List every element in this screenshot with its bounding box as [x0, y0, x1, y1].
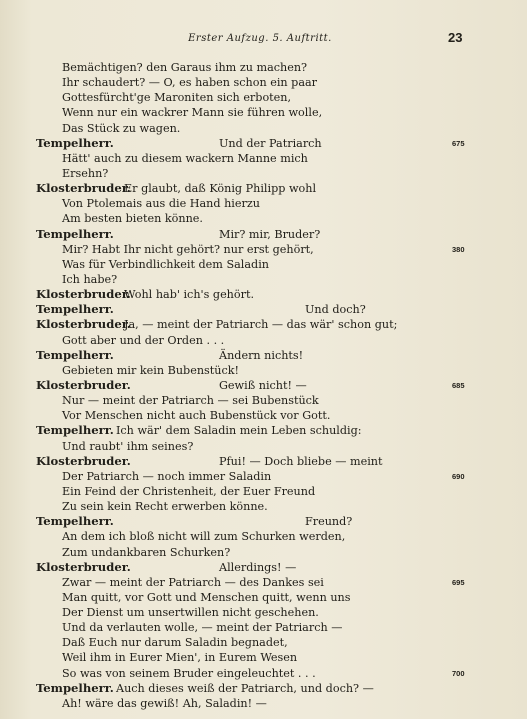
verse-text: [36, 60, 476, 711]
verse-text-span: Ihr schaudert? — O, es haben schon ein paar: [62, 76, 318, 90]
verse-line: [36, 484, 476, 499]
verse-line: [36, 333, 476, 348]
verse-text-span: Und doch?: [305, 303, 366, 317]
verse-line: [36, 121, 476, 136]
line-number: 700: [452, 668, 465, 678]
verse-line: [36, 545, 476, 560]
verse-line: [36, 136, 476, 151]
verse-line: [36, 469, 476, 484]
verse-line: [36, 560, 476, 575]
page-header: [0, 30, 527, 50]
verse-line: [36, 378, 476, 393]
verse-line: [36, 272, 476, 287]
verse-line: [36, 666, 476, 681]
verse-line: [36, 408, 476, 423]
verse-text-span: Am besten bieten könne.: [62, 212, 203, 226]
verse-line: [36, 151, 476, 166]
verse-line: [36, 166, 476, 181]
verse-text-span: Ja, — meint der Patriarch — das wär' schon gut;: [124, 318, 398, 332]
line-number: 690: [452, 471, 465, 481]
verse-text-span: Pfui! — Doch bliebe — meint: [219, 454, 383, 468]
speaker-name: Klosterbruder.: [36, 559, 131, 574]
verse-line: [36, 211, 476, 226]
verse-text-span: Ersehn?: [62, 166, 109, 180]
verse-text-span: Auch dieses weiß der Patriarch, und doch? —: [116, 681, 374, 695]
verse-text-span: Ändern nichts!: [219, 348, 304, 362]
line-number: 380: [452, 244, 465, 254]
verse-line: [36, 196, 476, 211]
verse-text-span: Man quitt, vor Gott und Menschen quitt, wenn uns: [62, 590, 351, 604]
verse-text-span: Freund?: [305, 515, 353, 529]
verse-line: [36, 317, 476, 332]
running-head: Erster Aufzug. 5. Auftritt.: [188, 33, 332, 44]
verse-text-span: Zum undankbaren Schurken?: [62, 545, 231, 559]
verse-text-span: Gewiß nicht! —: [219, 378, 307, 392]
verse-text-span: Der Patriarch — noch immer Saladin: [62, 469, 272, 483]
verse-line: [36, 181, 476, 196]
page-number: 23: [448, 30, 463, 45]
verse-line: [36, 590, 476, 605]
verse-line: [36, 454, 476, 469]
verse-line: [36, 393, 476, 408]
verse-text-span: Der Dienst um unsertwillen nicht geschehen.: [62, 606, 319, 620]
speaker-name: Tempelherr.: [36, 226, 114, 241]
verse-text-span: Ich wär' dem Saladin mein Leben schuldig:: [116, 424, 362, 438]
verse-text-span: Von Ptolemais aus die Hand hierzu: [62, 197, 260, 211]
verse-line: [36, 75, 476, 90]
verse-line: [36, 60, 476, 75]
verse-text-span: Er glaubt, daß König Philipp wohl: [124, 182, 317, 196]
verse-text-span: Zwar — meint der Patriarch — des Dankes sei: [62, 575, 324, 589]
speaker-name: Klosterbruder.: [36, 181, 131, 196]
verse-line: [36, 257, 476, 272]
verse-line: [36, 423, 476, 438]
verse-line: [36, 242, 476, 257]
verse-text-span: Mir? mir, Bruder?: [219, 227, 321, 241]
verse-text-span: Ah! wäre das gewiß! Ah, Saladin! —: [62, 696, 267, 710]
verse-text-span: Wohl hab' ich's gehört.: [124, 288, 255, 302]
verse-line: [36, 620, 476, 635]
verse-text-span: Mir? Habt Ihr nicht gehört? nur erst gehört,: [62, 242, 314, 256]
verse-text-span: Ich habe?: [62, 272, 118, 286]
verse-line: [36, 439, 476, 454]
verse-text-span: Ein Feind der Christenheit, der Euer Freund: [62, 484, 316, 498]
verse-line: [36, 363, 476, 378]
verse-text-span: Daß Euch nur darum Saladin begnadet,: [62, 636, 288, 650]
verse-text-span: Vor Menschen nicht auch Bubenstück vor Gott.: [62, 409, 331, 423]
verse-text-span: Bemächtigen? den Garaus ihm zu machen?: [62, 61, 308, 74]
verse-text-span: So was von seinem Bruder eingeleuchtet . . .: [62, 666, 316, 680]
speaker-name: Tempelherr.: [36, 680, 114, 695]
speaker-name: Tempelherr.: [36, 423, 114, 438]
verse-line: [36, 635, 476, 650]
verse-text-span: Zu sein kein Recht erwerben könne.: [62, 500, 268, 514]
line-number: 695: [452, 577, 465, 587]
verse-line: [36, 499, 476, 514]
speaker-name: Klosterbruder.: [36, 377, 131, 392]
speaker-name: Klosterbruder.: [36, 287, 131, 302]
verse-line: [36, 575, 476, 590]
speaker-name: Klosterbruder.: [36, 317, 131, 332]
verse-line: [36, 529, 476, 544]
verse-line: [36, 696, 476, 711]
verse-line: [36, 605, 476, 620]
verse-text-span: Was für Verbindlichkeit dem Saladin: [62, 257, 269, 271]
verse-line: [36, 287, 476, 302]
verse-line: [36, 681, 476, 696]
speaker-name: Tempelherr.: [36, 514, 114, 529]
speaker-name: Tempelherr.: [36, 135, 114, 150]
verse-text-span: Weil ihm in Eurer Mien', in Eurem Wesen: [62, 651, 298, 665]
verse-line: [36, 227, 476, 242]
line-number: 685: [452, 380, 465, 390]
verse-text-span: Allerdings! —: [219, 560, 297, 574]
verse-line: [36, 348, 476, 363]
speaker-name: Tempelherr.: [36, 347, 114, 362]
verse-text-span: Gottesfürcht'ge Maroniten sich erboten,: [62, 91, 292, 105]
speaker-name: Klosterbruder.: [36, 453, 131, 468]
speaker-name: Tempelherr.: [36, 302, 114, 317]
verse-text-span: Gebieten mir kein Bubenstück!: [62, 363, 240, 377]
verse-text-span: Und da verlauten wolle, — meint der Patriarch —: [62, 621, 343, 635]
verse-line: [36, 105, 476, 120]
verse-text-span: Hätt' auch zu diesem wackern Manne mich: [62, 151, 308, 165]
verse-text-span: Das Stück zu wagen.: [62, 121, 181, 135]
verse-text-span: Und der Patriarch: [219, 136, 322, 150]
verse-text-span: Und raubt' ihm seines?: [62, 439, 194, 453]
verse-line: [36, 650, 476, 665]
verse-text-span: Wenn nur ein wackrer Mann sie führen wolle,: [62, 106, 323, 120]
line-number: 675: [452, 138, 465, 148]
verse-text-span: Nur — meint der Patriarch — sei Bubenstück: [62, 394, 319, 408]
verse-line: [36, 302, 476, 317]
verse-text-span: An dem ich bloß nicht will zum Schurken werden,: [62, 530, 346, 544]
verse-line: [36, 90, 476, 105]
verse-line: [36, 514, 476, 529]
verse-text-span: Gott aber und der Orden . . .: [62, 333, 225, 347]
